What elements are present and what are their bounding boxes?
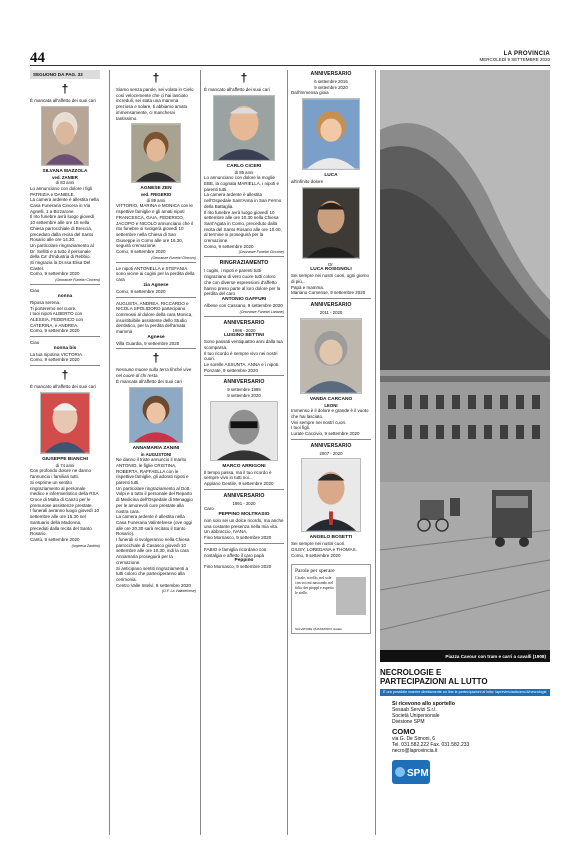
notice-zia-agnese [116, 266, 196, 295]
notice-agnese [116, 301, 196, 347]
notice-title: nonna bis [53, 345, 77, 351]
notice-nonna [30, 288, 100, 334]
advert-company-type: Società Unipersonale [392, 713, 440, 720]
notice-footer: Como, 9 settembre 2020 [116, 288, 166, 294]
notice-intro: Dall'immensa gioia [291, 90, 329, 96]
deceased-name: MARCO ARRIGONI [222, 463, 266, 469]
funeral-home-credit: (Onoranze Funebri Lariane) [239, 309, 284, 314]
masthead-date: MERCOLEDÌ 9 SETTEMBRE 2020 [479, 57, 550, 62]
notice-body: Immenso è il dolore e grande è il vuoto che hai lasciato. Vivi sempre nei nostri cuori. I tuoi figli. Lurate Caccivio, 9 settembre 2020 [291, 408, 369, 436]
deceased-subtitle: in AUGUSTONI [140, 451, 172, 457]
obituary-text: Lo annunciano con dolore i figli PATRIZIA e DANIELE. La camera ardente è allestita nella Casa Funeraria Cincera in Via Agnelli, 1 a Bizzarone. Il rito funebre avrà luogo giovedì 10 settembre alle ore 15 nella Chiesa parrocchiale di Breccia, preceduto dalla recita del Santo Rosario alle ore 14.30. Un particolare ringraziamento al Dr. Sellitti e a tutto il personale della Ca' d'Industria di Rebbio. Si ringrazia la Dr.ssa Elisa Del Castel. Como, 9 settembre 2020 [30, 185, 99, 277]
column-3 [204, 70, 284, 835]
deceased-subtitle: ved. FRIGERIO [140, 192, 172, 198]
anniversary-bettini [204, 320, 284, 374]
deceased-name: LUCA [324, 172, 338, 178]
column-divider [375, 70, 376, 835]
deceased-subtitle: LEONI [324, 402, 338, 408]
section-title: ANNIVERSARIO [223, 319, 265, 326]
notice-footer: Villa Guardia, 9 settembre 2020 [116, 340, 180, 346]
deceased-age: di 83 anni [55, 180, 75, 186]
advert-contact-block [380, 701, 550, 786]
notice-separator [291, 298, 371, 299]
advert-city: COMO [392, 726, 416, 736]
section-title: RINGRAZIAMENTO [219, 260, 269, 267]
funeral-home-credit: (O.F. La Valintelvese) [161, 589, 196, 594]
cross-icon: † [152, 351, 160, 366]
poem-illustration [336, 577, 366, 615]
notice-body: Le nipoti ANTONELLA e STEFANIA sono vicine ai cugini per la perdita della cara [116, 265, 195, 283]
obituary-intro: È mancata all'affetto dei suoi cari [116, 378, 182, 384]
column-divider [287, 70, 288, 835]
obituary-text: Lo annunciano con dolore la moglie EBE, la cognata MARIELLA, i nipoti e parenti tutti. La camera ardente è allestita nell'Ospedale Sant'Anna in San Fermo della Battaglia. Il rito funebre avrà luogo giovedì 10 settembre alle ore 10.30 nella Chiesa Sant'Agata in Como, preceduto dalla recita del Santo Rosario alle ore 10.00, al termine si proseguirà per la cremazione. Como, 9 settembre 2020 [204, 175, 282, 249]
notice-body: AUGUSTA, ANDREA, RICCARDO e NICOLA SPOLIDORO partecipano commossi al dolore della cara Monica, insostituibile assistente dello Studio dentistico, per la perdita dell'amata mamma [116, 300, 193, 335]
portrait-photo [129, 387, 183, 443]
notice-greeting: Caro [204, 506, 214, 512]
obituary-zen [116, 72, 196, 260]
child-photo [302, 98, 360, 170]
notice-separator [116, 297, 196, 298]
cross-icon: † [240, 71, 248, 85]
column-divider [200, 70, 201, 835]
notice-separator [30, 365, 100, 366]
notice-body: Sei sempre nei nostri cuori, ogni giorno di più... Papà e mamma. Mariano Comense, 9 settembre 2020 [291, 273, 370, 296]
anniversary-moltrasio [204, 493, 284, 541]
notice-body: Il tempo passa, ma il tuo ricordo è sempre vivo in tutti noi... Appiano Gentile, 9 settembre 2020 [204, 469, 274, 487]
notice-title: zia Agnese [143, 282, 169, 288]
advert-company: Sesaab Servizi S.r.l. [392, 706, 437, 713]
notice-separator [204, 256, 284, 257]
section-title: ANNIVERSARIO [310, 71, 352, 77]
obituary-text: VITTORIO, MARINA e MONICA con le rispettive famiglie e gli amati nipoti FRANCESCA, GAIA, FEDERICO, JACOPO e NICOLÒ annunciano che il rito funebre si svolgerà giovedì 10 settembre nella Chiesa di San Giuseppe in Como alle ore 16.30, seguirà cremazione. Como, 9 settembre 2020 [116, 203, 194, 255]
deceased-subtitle: ved. ZANIER [52, 174, 78, 180]
funeral-home-credit: (Onoranze Funebri Dincoro) [151, 255, 196, 260]
deceased-name: LUCA ROSIGNOLI [310, 267, 352, 273]
notice-body: Sei sempre nei nostri cuori. GIUSY, LOREDANA e THOMAS. Como, 9 settembre 2020 [291, 541, 357, 558]
column-4 [291, 70, 371, 835]
notice-greeting: Ciao [30, 340, 40, 346]
spm-logo-text: SPM [407, 767, 429, 779]
notice-body: La tua nipotina VICTORIA. Como, 9 settembre 2020 [30, 351, 84, 363]
poem-text: Cicale, scrollo, nel sole con voi mi nascondo nel folto dei pioppi e aspetto le stelle. [295, 576, 334, 595]
deceased-age: di 89 anni [146, 197, 166, 203]
poem-author: SALVATORE QUASIMODO, Estate [295, 627, 342, 632]
obituary-mazzola [30, 83, 100, 282]
section-title: ANNIVERSARIO [223, 492, 265, 499]
notice-footer: Fino Mornasco, 9 settembre 2020 [204, 564, 272, 570]
adult-photo [302, 187, 360, 259]
obituary-quote: Nessuno muore sulla terra finché vive nel cuore di chi resta. [116, 367, 192, 379]
notice-separator [204, 543, 284, 544]
anniversary-bosetti [291, 443, 371, 559]
header-rule [30, 65, 550, 66]
portrait-photo [131, 123, 181, 183]
notice-nonna-bis [30, 340, 100, 363]
ringraziamento-gaffuri [204, 260, 284, 313]
masthead-brand: LA PROVINCIA [503, 51, 550, 57]
notice-body: Riposa serena. Ti porteremo nel cuore. I tuoi nipoti ALBERTO con ALESSIA, FEDERICO con CATERINA, e ANDREA. Como, 9 settembre 2020 [30, 299, 84, 334]
cross-icon: † [61, 82, 69, 96]
cross-icon: † [61, 368, 69, 383]
portrait-photo [213, 95, 275, 161]
poem-box [291, 564, 371, 634]
anniversary-date-start: 6 settembre 2016 [314, 79, 348, 84]
anniversary-arrigoni [204, 379, 284, 486]
notice-body: I cugini, i nipoti e parenti tutti ringraziano di vero cuore tutti coloro che con diverse espressioni d'affetto hanno preso parte al loro dolore per la perdita del caro [204, 268, 281, 297]
masthead [479, 51, 550, 62]
notice-separator [30, 336, 100, 337]
notice-greeting: Ciao [30, 288, 40, 294]
obituary-intro: Siamo senza parole, sei volata in Cielo così velocemente che ci hai lasciato increduli, sei stata una mamma preziosa e solare, ti abbiamo amato immensamente, ci mancherai tantissimo. [116, 87, 194, 121]
deceased-name: GIUSEPPE BIANCHI [42, 456, 88, 462]
advert-title-line2: PARTECIPAZIONI AL LUTTO [380, 677, 488, 686]
spm-logo [392, 760, 430, 784]
portrait-photo [300, 318, 362, 394]
deceased-title: Dr. [328, 261, 334, 267]
obituary-text: Ne danno il triste annuncio il marito ANTONIO, le figlie CRISTINA, ROBERTA, RAFFAELLA con le rispettive famiglie, gli adorati nipoti e parenti tutti. Un particolare ringraziamento al Dott. Volpi e a tutto il personale del Reparto di Medicina dell'Ospedale di Menaggio per le amorevoli cure prestate alla nostra cara. La camera ardente è allestita nella Casa Funeraria Valintelvese (ove oggi alle ore 20.30 sarà recitato il Santo Rosario). I funerali si svolgeranno nella Chiesa parrocchiale di Casasco giovedì 10 settembre alle ore 10.30, indi la cara Annamaria proseguirà per la cremazione. Si anticipano sentiti ringraziamenti a tutti coloro che parteciperanno alla cerimonia. Centro Valle Intelvi, 9 settembre 2020 [116, 457, 193, 588]
anniversary-date-start: 9 settembre 1995 [227, 387, 261, 393]
notice-separator [204, 316, 284, 317]
column-divider [109, 70, 110, 835]
notice-body: FABIO e famiglia ricordano con nostalgia e affetto il caro papà [204, 546, 267, 558]
notice-mid: all'infinito dolore [291, 178, 324, 184]
advert-email[interactable]: necro@laprovincia.it [392, 748, 438, 755]
notice-body: non solo sei un dolce ricordo, ma anche una costante presenza nella mia vita. Un abbraccio, IVANA. Fino Mornasco, 9 settembre 2020 [204, 518, 284, 541]
advert-online-banner: È ora possibile inserire direttamente on line le partecipazioni al lutto: lapreviniciadicomo.it/necrologie [380, 689, 550, 696]
section-title: ANNIVERSARIO [310, 442, 352, 449]
funeral-home-credit: (Impresa Zanfrini) [71, 543, 100, 548]
notice-separator [116, 262, 196, 263]
obituary-text: Con profondo dolore ne danno l'annuncio i familiari tutti. Si esprime un sentito ringraziamento al personale medico e infermieristico della RSA Croce di Malta di Canzo per le premurose assistenze prestate. I funerali avranno luogo giovedì 10 settembre alle ore 15.30 nel Santuario della Madonna, preceduti dalla recita del Santo Rosario. Cantù, 9 settembre 2020 [30, 468, 100, 542]
deceased-name: ANTONIO GAFFURI [221, 296, 267, 302]
anniversary-dates: 1991 - 2020 [232, 500, 256, 506]
poem-heading: Parole per sperare [295, 568, 335, 575]
anniversary-date-end: 9 settembre 2020 [314, 84, 348, 90]
column-1 [30, 70, 100, 835]
notice-footer: Albese con Cassano, 9 settembre 2020 [204, 302, 283, 308]
obituary-bianchi [30, 369, 100, 547]
historic-photo [380, 70, 550, 662]
anniversary-carcano [291, 302, 371, 437]
deceased-name: AGNESE ZEN [140, 186, 172, 192]
notice-separator [204, 489, 284, 490]
anniversary-dates: 1996 - 2020 [232, 327, 256, 333]
notice-separator [204, 375, 284, 376]
notice-body: Sono passati ventiquattro anni dalla tua scomparsa. Il tuo ricordo è sempre vivo nei nostri cuori. Le sorelle ASSUNTA, ANNA e i nipoti. Ponzate, 9 settembre 2020 [204, 339, 283, 373]
notice-separator [116, 348, 196, 349]
obituary-intro: È mancata all'affetto dei suoi cari [30, 98, 96, 103]
advert-address: via G. De Simoni, 6 [392, 735, 436, 742]
notice-title: nonna [57, 293, 73, 299]
deceased-name: Peppino [234, 558, 254, 564]
anniversary-date-end: 9 settembre 2020 [227, 393, 261, 399]
page-number: 44 [30, 50, 45, 66]
deceased-age: di 85 anni [234, 169, 254, 175]
deceased-name: SILVANA MAZZOLA [42, 168, 88, 174]
deceased-name: VANDA CARCANO [309, 396, 353, 402]
deceased-name: PEPPINO MOLTRASIO [218, 512, 270, 518]
anniversary-rosignoli [291, 71, 371, 296]
deceased-name: LUIGINO BETTINI [224, 333, 264, 339]
notice-peppino [204, 547, 284, 570]
continued-banner: SEGUONO DA PAG. 32 [30, 70, 100, 79]
deceased-name: CARLO CICERI [226, 163, 262, 169]
obituary-intro: È mancato all'affetto dei suoi cari [204, 87, 270, 92]
necrologie-advert [380, 668, 550, 838]
funeral-home-credit: (Onoranze Funebri Cincera) [55, 278, 100, 283]
notice-separator [30, 284, 100, 285]
portrait-photo [301, 458, 361, 532]
portrait-photo [40, 392, 90, 454]
portrait-photo [210, 401, 278, 461]
deceased-name: ANGELO BOSETTI [309, 535, 353, 541]
obituary-ciceri [204, 72, 284, 254]
historic-photo-caption: Piazza Cavour con tram e carri a cavalli (1908) [380, 650, 550, 662]
section-title: ANNIVERSARIO [310, 302, 352, 308]
anniversary-dates: 2007 - 2020 [319, 450, 343, 456]
column-2 [116, 70, 196, 835]
deceased-age: di 74 anni [55, 462, 75, 468]
advert-division: Divisione SPM [392, 719, 425, 726]
obituary-zanini [116, 352, 196, 593]
cross-icon: † [152, 71, 160, 85]
obituary-intro: È mancato all'affetto dei suoi cari [30, 384, 96, 390]
notice-title: Agnese [147, 334, 165, 340]
section-title: ANNIVERSARIO [223, 379, 265, 386]
portrait-photo [41, 106, 89, 166]
deceased-name: ANNAMARIA ZANINI [132, 445, 180, 451]
advert-phone: Tel. 031.582.222 Fax. 031.582.233 [392, 742, 470, 749]
advert-title-line1: NECROLOGIE E [380, 668, 442, 677]
anniversary-dates: 2011 - 2020 [319, 310, 343, 315]
funeral-home-credit: (Onoranze Funebri Ciccone) [238, 250, 284, 255]
advert-counter-label: Si ricevono allo sportello [392, 700, 455, 707]
notice-separator [291, 439, 371, 440]
